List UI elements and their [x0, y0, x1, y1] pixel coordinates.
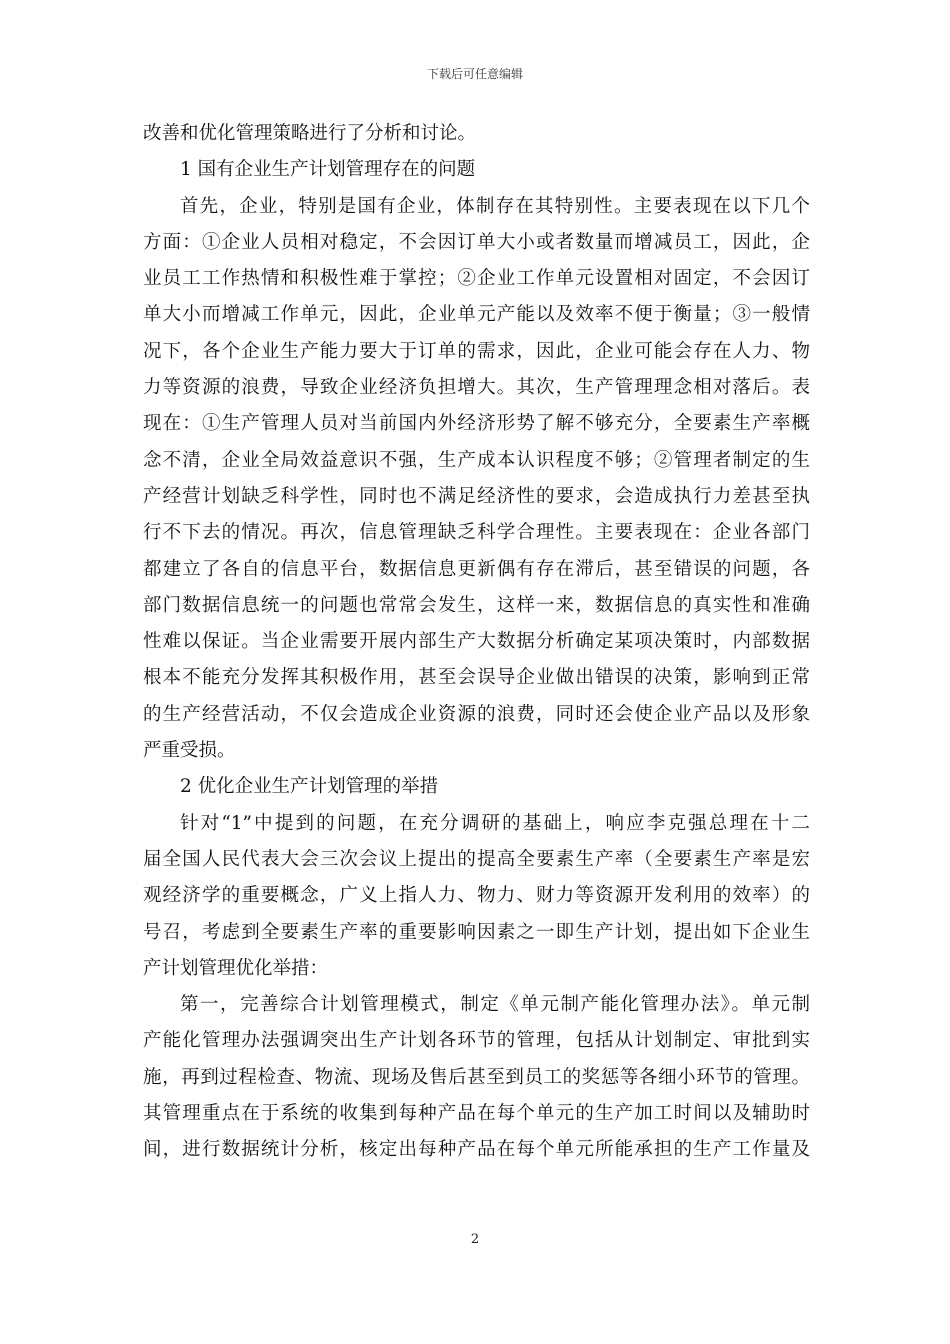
paragraph-line: 产能化管理办法强调突出生产计划各环节的管理，包括从计划制定、审批到实: [143, 1030, 810, 1052]
paragraph-line: 根本不能充分发挥其积极作用，甚至会误导企业做出错误的决策，影响到正常: [143, 667, 810, 689]
paragraph-line: 性难以保证。当企业需要开展内部生产大数据分析确定某项决策时，内部数据: [143, 631, 810, 653]
paragraph-line: 念不清，企业全局效益意识不强，生产成本认识程度不够；②管理者制定的生: [143, 449, 810, 471]
paragraph-line: 的生产经营活动，不仅会造成企业资源的浪费，同时还会使企业产品以及形象: [143, 703, 810, 725]
section-heading-1: 1 国有企业生产计划管理存在的问题: [180, 159, 476, 181]
paragraph-line: 产计划管理优化举措：: [143, 957, 329, 979]
paragraph-line: 都建立了各自的信息平台，数据信息更新偶有存在滞后，甚至错误的问题，各: [143, 558, 810, 580]
paragraph-line: 号召，考虑到全要素生产率的重要影响因素之一即生产计划，提出如下企业生: [143, 921, 810, 943]
paragraph-line: 间，进行数据统计分析，核定出每种产品在每个单元所能承担的生产工作量及: [143, 1139, 810, 1161]
paragraph-line: 部门数据信息统一的问题也常常会发生，这样一来，数据信息的真实性和准确: [143, 594, 810, 616]
paragraph-line: 改善和优化管理策略进行了分析和讨论。: [143, 123, 477, 144]
paragraph-line: 观经济学的重要概念，广义上指人力、物力、财力等资源开发利用的效率）的: [143, 885, 810, 907]
paragraph-line: 首先，企业，特别是国有企业，体制存在其特别性。主要表现在以下几个: [180, 195, 810, 217]
paragraph-line: 施，再到过程检查、物流、现场及售后甚至到员工的奖惩等各细小环节的管理。: [143, 1066, 810, 1088]
paragraph-line: 针对“1”中提到的问题，在充分调研的基础上，响应李克强总理在十二: [180, 812, 810, 834]
paragraph-line: 行不下去的情况。再次，信息管理缺乏科学合理性。主要表现在：企业各部门: [143, 522, 810, 544]
section-heading-2: 2 优化企业生产计划管理的举措: [180, 776, 439, 798]
paragraph-line: 业员工工作热情和积极性难于掌控；②企业工作单元设置相对固定，不会因订: [143, 268, 810, 290]
paragraph-line: 其管理重点在于系统的收集到每种产品在每个单元的生产加工时间以及辅助时: [143, 1103, 810, 1125]
page-number: 2: [470, 1232, 480, 1247]
paragraph-line: 方面：①企业人员相对稳定，不会因订单大小或者数量而增减员工，因此，企: [143, 231, 810, 253]
paragraph-line: 严重受损。: [143, 740, 236, 762]
paragraph-line: 现在：①生产管理人员对当前国内外经济形势了解不够充分，全要素生产率概: [143, 413, 810, 435]
paragraph-line: 产经营计划缺乏科学性，同时也不满足经济性的要求，会造成执行力差甚至执: [143, 485, 810, 507]
page-header: 下载后可任意编辑: [426, 67, 523, 81]
paragraph-line: 单大小而增减工作单元，因此，企业单元产能以及效率不便于衡量；③一般情: [143, 304, 810, 326]
paragraph-line: 力等资源的浪费，导致企业经济负担增大。其次，生产管理理念相对落后。表: [143, 377, 810, 399]
paragraph-line: 届全国人民代表大会三次会议上提出的提高全要素生产率（全要素生产率是宏: [143, 848, 810, 870]
paragraph-line: 第一，完善综合计划管理模式，制定《单元制产能化管理办法》。单元制: [180, 994, 810, 1016]
document-body: [143, 116, 810, 1169]
paragraph-line: 况下，各个企业生产能力要大于订单的需求，因此，企业可能会存在人力、物: [143, 340, 810, 362]
